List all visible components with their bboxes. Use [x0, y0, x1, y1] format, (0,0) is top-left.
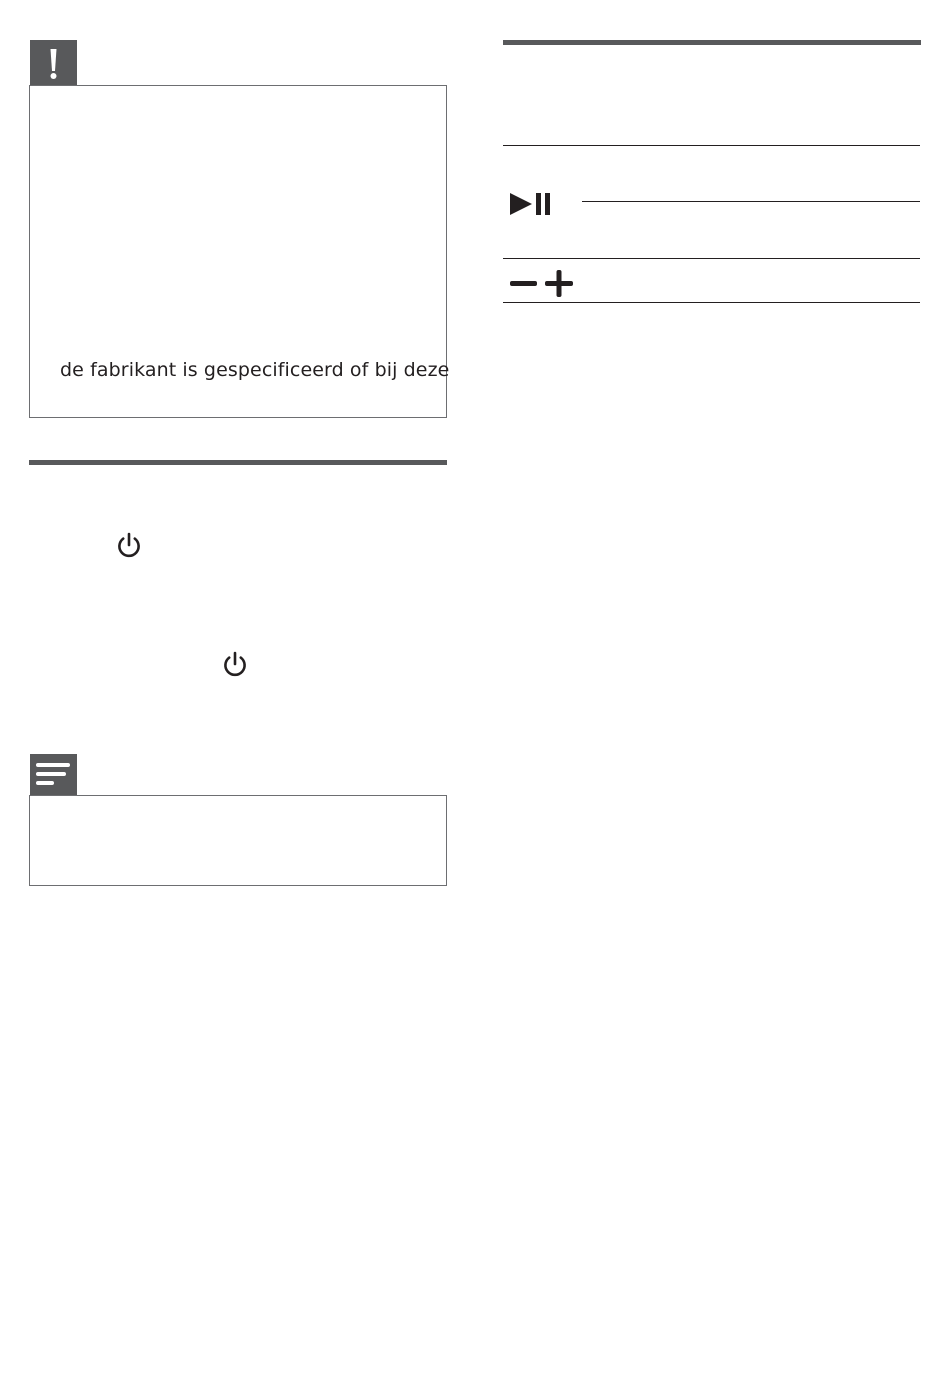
- section-rule: [29, 460, 447, 465]
- play-pause-icon: [508, 190, 552, 218]
- table-rule: [503, 258, 920, 259]
- note-box: [29, 795, 447, 886]
- volume-minus-plus-icon: [508, 269, 576, 299]
- table-rule: [582, 201, 920, 202]
- table-rule: [503, 302, 920, 303]
- table-rule: [503, 145, 920, 146]
- exclamation-icon: [30, 40, 77, 86]
- warning-text: de fabrikant is gespecificeerd of bij deze: [60, 359, 450, 381]
- note-tab: [30, 754, 77, 796]
- power-icon: [114, 531, 144, 561]
- power-icon: [220, 650, 250, 680]
- note-lines-icon: [30, 754, 77, 796]
- section-rule-right: [503, 40, 921, 45]
- warning-tab: [30, 40, 77, 86]
